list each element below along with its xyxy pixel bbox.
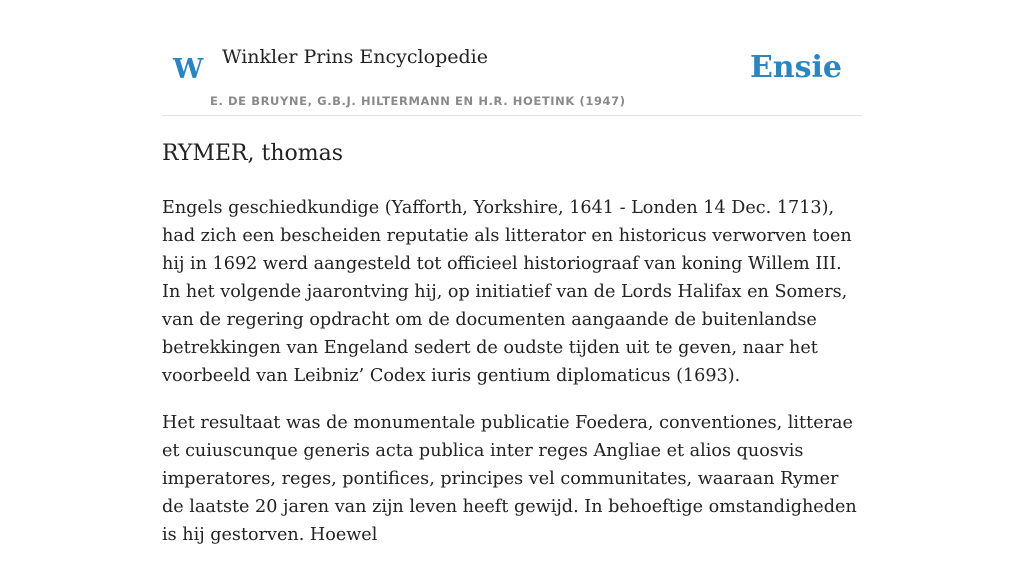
article-title: RYMER, thomas [162,141,344,166]
article-paragraph-2: Het resultaat was de monumentale publicatie Foedera, conventiones, litterae et cuiuscunque generis acta publica inter reges Angliae et alios quosvis imperatores, reges, pontifices, principes vel communitates, waaraan Rymer de laatste 20 jaren van zijn leven heeft gewijd. In behoeftige omstandigheden is hij gestorven. Hoewel [162,413,857,545]
article-paragraph-1: Engels geschiedkundige (Yafforth, Yorkshire, 1641 - Londen 14 Dec. 1713), had zich een bescheiden reputatie als litterator en historicus verworven toen hij in 1692 werd aangesteld tot officieel historiograaf van koning Willem III. In het volgende jaarontving hij, op initiatief van de Lords Halifax en Somers, van de regering opdracht om de documenten aangaande de buitenlandse betrekkingen van Engeland sedert de oudste tijden uit te geven, naar het voorbeeld van Leibniz’ Codex iuris gentium diplomaticus (1693). [162,198,852,386]
article-body [162,138,862,568]
winkler-prins-logo[interactable]: W [173,54,204,85]
source-title: Winkler Prins Encyclopedie [222,46,488,68]
ensie-logo-link[interactable]: Ensie [749,50,842,85]
site-header [162,40,862,116]
source-authors: E. DE BRUYNE, G.B.J. HILTERMANN EN H.R. HOETINK (1947) [210,94,626,108]
